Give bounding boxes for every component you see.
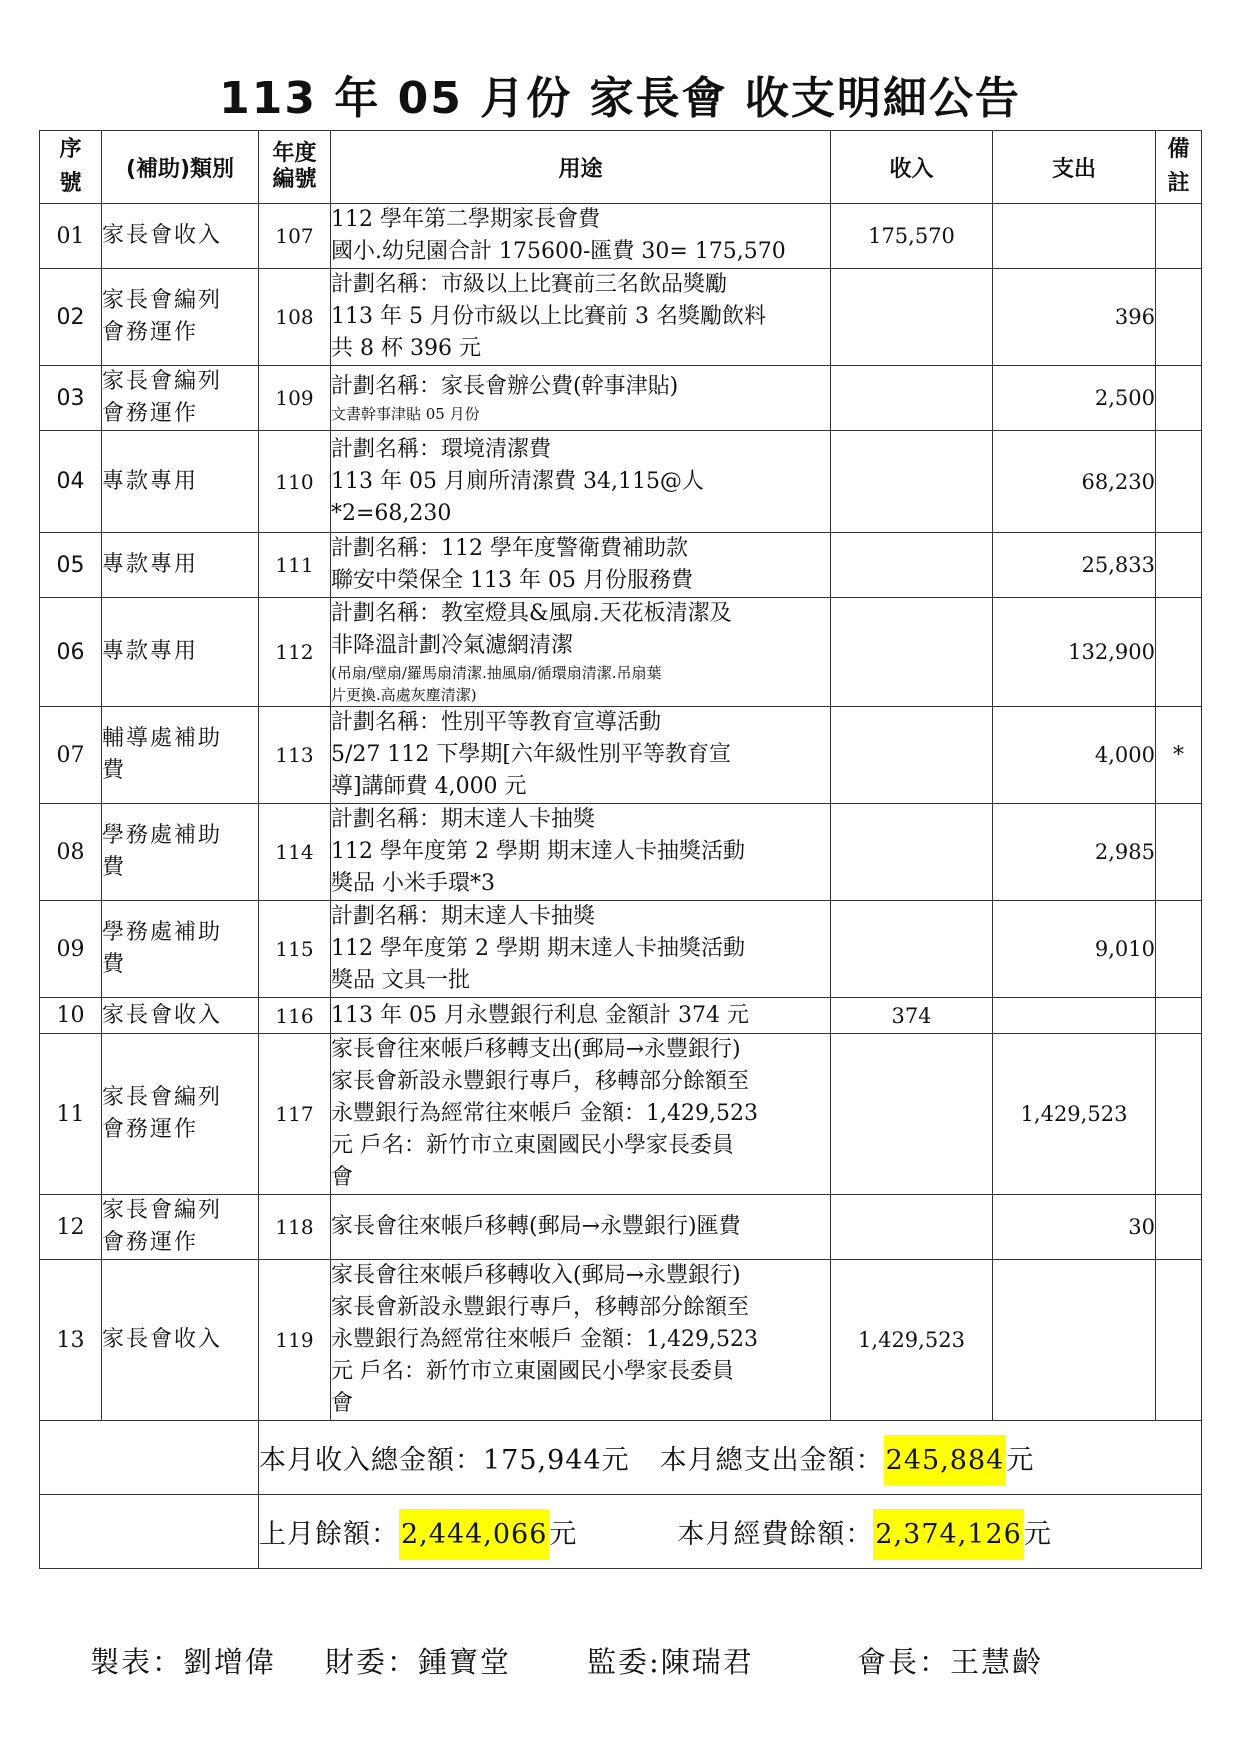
row-seq: 08 bbox=[40, 804, 102, 901]
row-income: 175,570 bbox=[831, 204, 993, 269]
row-seq: 06 bbox=[40, 598, 102, 707]
row-usage bbox=[331, 204, 831, 269]
maker-signature: 製表：劉增偉 bbox=[90, 1645, 277, 1679]
category-line: 專款專用 bbox=[102, 552, 199, 577]
summary-blank bbox=[40, 1421, 259, 1495]
row-note bbox=[1156, 1260, 1202, 1421]
usage-line: 計劃名稱：112 學年度警衛費補助款 bbox=[331, 536, 688, 561]
category-line: 家長會編列 bbox=[102, 369, 223, 394]
expense-total-value: 245,884 bbox=[884, 1435, 1007, 1486]
row-expense: 9,010 bbox=[993, 901, 1156, 998]
category-line: 輔導處補助 bbox=[102, 726, 223, 751]
usage-line: 會 bbox=[331, 1391, 354, 1416]
row-expense: 30 bbox=[993, 1195, 1156, 1260]
row-expense: 2,985 bbox=[993, 804, 1156, 901]
row-seq: 11 bbox=[40, 1034, 102, 1195]
table-row bbox=[40, 804, 1202, 901]
usage-line: 112 學年度第 2 學期 期末達人卡抽獎活動 bbox=[331, 839, 745, 864]
row-income bbox=[831, 598, 993, 707]
row-category bbox=[102, 1260, 259, 1421]
row-year-no: 113 bbox=[259, 707, 331, 804]
row-year-no: 117 bbox=[259, 1034, 331, 1195]
header-note: 備 註 bbox=[1156, 131, 1202, 204]
category-line: 專款專用 bbox=[102, 639, 199, 664]
income-total-unit: 元 bbox=[601, 1445, 630, 1476]
usage-line: 家長會往來帳戶移轉支出(郵局→永豐銀行) bbox=[331, 1037, 741, 1062]
table-row bbox=[40, 598, 1202, 707]
category-line: 會務運作 bbox=[102, 1117, 199, 1142]
table-row bbox=[40, 1195, 1202, 1260]
row-usage bbox=[331, 998, 831, 1034]
row-usage bbox=[331, 366, 831, 431]
supervisor-signature: 監委:陳瑞君 bbox=[587, 1645, 754, 1679]
row-year-no: 108 bbox=[259, 269, 331, 366]
row-income bbox=[831, 431, 993, 533]
usage-line: 計劃名稱：性別平等教育宣導活動 bbox=[331, 710, 662, 735]
row-expense: 1,429,523 bbox=[993, 1034, 1156, 1195]
row-income bbox=[831, 1034, 993, 1195]
row-expense bbox=[993, 998, 1156, 1034]
header-usage: 用途 bbox=[331, 131, 831, 204]
row-note bbox=[1156, 804, 1202, 901]
usage-line: 計劃名稱：家長會辦公費(幹事津貼) bbox=[331, 374, 679, 399]
table-row bbox=[40, 1034, 1202, 1195]
category-line: 家長會收入 bbox=[102, 1327, 223, 1352]
usage-line: 非降溫計劃冷氣濾網清潔 bbox=[331, 633, 574, 658]
row-note bbox=[1156, 366, 1202, 431]
row-usage bbox=[331, 1034, 831, 1195]
usage-line: 5/27 112 下學期[六年級性別平等教育宣 bbox=[331, 742, 731, 767]
row-note bbox=[1156, 533, 1202, 598]
expense-total-unit: 元 bbox=[1006, 1445, 1035, 1476]
usage-line: 家長會往來帳戶移轉收入(郵局→永豐銀行) bbox=[331, 1263, 741, 1288]
category-line: 費 bbox=[102, 952, 127, 977]
row-note bbox=[1156, 1195, 1202, 1260]
usage-line: 家長會新設永豐銀行專戶，移轉部分餘額至 bbox=[331, 1295, 750, 1320]
usage-line: 家長會往來帳戶移轉(郵局→永豐銀行)匯費 bbox=[331, 1214, 741, 1239]
row-expense: 68,230 bbox=[993, 431, 1156, 533]
usage-line: 112 學年第二學期家長會費 bbox=[331, 207, 600, 232]
usage-line: 113 年 05 月永豐銀行利息 金額計 374 元 bbox=[331, 1002, 749, 1028]
row-usage bbox=[331, 1195, 831, 1260]
category-line: 會務運作 bbox=[102, 1230, 199, 1255]
usage-line: 元 戶名：新竹市立東園國民小學家長委員 bbox=[331, 1359, 734, 1384]
category-line: 費 bbox=[102, 855, 127, 880]
usage-line: 家長會新設永豐銀行專戶，移轉部分餘額至 bbox=[331, 1069, 750, 1094]
row-category bbox=[102, 598, 259, 707]
row-usage bbox=[331, 431, 831, 533]
row-note bbox=[1156, 598, 1202, 707]
expense-total-label: 本月總支出金額： bbox=[659, 1445, 884, 1476]
category-line: 專款專用 bbox=[102, 468, 199, 494]
category-line: 家長會編列 bbox=[102, 1085, 223, 1110]
usage-line: 聯安中榮保全 113 年 05 月份服務費 bbox=[331, 568, 693, 593]
usage-line: *2=68,230 bbox=[331, 500, 452, 526]
row-income bbox=[831, 533, 993, 598]
usage-line: 文書幹事津貼 05 月份 bbox=[331, 405, 480, 423]
usage-line: 計劃名稱：市級以上比賽前三名飲品獎勵 bbox=[331, 272, 728, 297]
income-total-label: 本月收入總金額： bbox=[259, 1445, 483, 1476]
row-expense: 4,000 bbox=[993, 707, 1156, 804]
row-year-no: 107 bbox=[259, 204, 331, 269]
row-note bbox=[1156, 204, 1202, 269]
category-line: 會務運作 bbox=[102, 401, 199, 426]
ledger-body bbox=[40, 204, 1202, 1421]
prev-balance-value: 2,444,066 bbox=[399, 1509, 549, 1560]
usage-line: 會 bbox=[331, 1165, 354, 1190]
usage-line: 113 年 5 月份市級以上比賽前 3 名獎勵飲料 bbox=[331, 304, 766, 329]
row-year-no: 111 bbox=[259, 533, 331, 598]
category-line: 學務處補助 bbox=[102, 823, 223, 848]
row-expense: 396 bbox=[993, 269, 1156, 366]
category-line: 會務運作 bbox=[102, 320, 199, 345]
row-year-no: 119 bbox=[259, 1260, 331, 1421]
table-row bbox=[40, 707, 1202, 804]
summary-blank bbox=[40, 1495, 259, 1569]
finance-signature: 財委：鍾寶堂 bbox=[325, 1645, 512, 1679]
usage-line: 永豐銀行為經常往來帳戶 金額：1,429,523 bbox=[331, 1101, 758, 1126]
balance-unit: 元 bbox=[1023, 1519, 1052, 1550]
row-note bbox=[1156, 998, 1202, 1034]
category-line: 家長會收入 bbox=[102, 223, 223, 248]
chair-signature: 會長：王慧齡 bbox=[857, 1645, 1044, 1679]
row-seq: 01 bbox=[40, 204, 102, 269]
row-category bbox=[102, 533, 259, 598]
table-row bbox=[40, 366, 1202, 431]
row-year-no: 116 bbox=[259, 998, 331, 1034]
summary-row-balance bbox=[40, 1495, 1202, 1569]
row-note: * bbox=[1156, 707, 1202, 804]
usage-line: 計劃名稱：教室燈具&風扇.天花板清潔及 bbox=[331, 601, 732, 626]
signature-footer bbox=[90, 1640, 1043, 1681]
row-usage bbox=[331, 1260, 831, 1421]
row-year-no: 115 bbox=[259, 901, 331, 998]
row-income: 1,429,523 bbox=[831, 1260, 993, 1421]
row-category bbox=[102, 901, 259, 998]
row-usage bbox=[331, 598, 831, 707]
category-line: 家長會編列 bbox=[102, 1198, 223, 1223]
summary-balance bbox=[259, 1495, 1202, 1569]
ledger-table bbox=[39, 130, 1202, 1569]
row-year-no: 118 bbox=[259, 1195, 331, 1260]
table-row bbox=[40, 901, 1202, 998]
usage-line: 獎品 文具一批 bbox=[331, 968, 470, 993]
header-row bbox=[40, 131, 1202, 204]
income-total-value: 175,944 bbox=[483, 1445, 602, 1476]
table-row bbox=[40, 204, 1202, 269]
usage-line: 片更換.高處灰塵清潔) bbox=[331, 686, 477, 704]
row-expense: 2,500 bbox=[993, 366, 1156, 431]
usage-line: 計劃名稱：期末達人卡抽獎 bbox=[331, 904, 596, 929]
row-note bbox=[1156, 269, 1202, 366]
table-row bbox=[40, 1260, 1202, 1421]
row-year-no: 114 bbox=[259, 804, 331, 901]
row-expense bbox=[993, 204, 1156, 269]
row-expense bbox=[993, 1260, 1156, 1421]
header-income: 收入 bbox=[831, 131, 993, 204]
usage-line: 導]講師費 4,000 元 bbox=[331, 774, 527, 799]
row-category bbox=[102, 1195, 259, 1260]
row-income bbox=[831, 269, 993, 366]
row-seq: 12 bbox=[40, 1195, 102, 1260]
row-year-no: 110 bbox=[259, 431, 331, 533]
usage-line: 113 年 05 月廁所清潔費 34,115@人 bbox=[331, 468, 704, 494]
row-income bbox=[831, 707, 993, 804]
table-row bbox=[40, 533, 1202, 598]
prev-balance-label: 上月餘額： bbox=[259, 1519, 399, 1550]
page-title: 113 年 05 月份 家長會 收支明細公告 bbox=[219, 73, 1021, 124]
table-row bbox=[40, 431, 1202, 533]
row-expense: 132,900 bbox=[993, 598, 1156, 707]
row-note bbox=[1156, 1034, 1202, 1195]
row-income bbox=[831, 901, 993, 998]
row-income: 374 bbox=[831, 998, 993, 1034]
usage-line: 元 戶名：新竹市立東園國民小學家長委員 bbox=[331, 1133, 734, 1158]
row-income bbox=[831, 804, 993, 901]
row-income bbox=[831, 366, 993, 431]
category-line: 家長會編列 bbox=[102, 288, 223, 313]
row-year-no: 109 bbox=[259, 366, 331, 431]
balance-value: 2,374,126 bbox=[873, 1509, 1023, 1560]
row-note bbox=[1156, 901, 1202, 998]
row-category bbox=[102, 707, 259, 804]
table-row bbox=[40, 269, 1202, 366]
row-seq: 04 bbox=[40, 431, 102, 533]
row-income bbox=[831, 1195, 993, 1260]
row-usage bbox=[331, 901, 831, 998]
header-year-no: 年度 編號 bbox=[259, 131, 331, 204]
row-seq: 13 bbox=[40, 1260, 102, 1421]
row-category bbox=[102, 804, 259, 901]
row-category bbox=[102, 998, 259, 1034]
header-expense: 支出 bbox=[993, 131, 1156, 204]
row-category bbox=[102, 431, 259, 533]
usage-line: 共 8 杯 396 元 bbox=[331, 336, 481, 361]
usage-line: 112 學年度第 2 學期 期末達人卡抽獎活動 bbox=[331, 936, 745, 961]
row-category bbox=[102, 366, 259, 431]
row-note bbox=[1156, 431, 1202, 533]
usage-line: 獎品 小米手環*3 bbox=[331, 871, 495, 896]
summary-row-totals bbox=[40, 1421, 1202, 1495]
row-usage bbox=[331, 269, 831, 366]
row-expense: 25,833 bbox=[993, 533, 1156, 598]
usage-line: 國小.幼兒園合計 175600-匯費 30= 175,570 bbox=[331, 239, 786, 264]
usage-line: 永豐銀行為經常往來帳戶 金額：1,429,523 bbox=[331, 1327, 758, 1352]
row-category bbox=[102, 269, 259, 366]
row-usage bbox=[331, 804, 831, 901]
row-seq: 07 bbox=[40, 707, 102, 804]
row-usage bbox=[331, 533, 831, 598]
row-category bbox=[102, 204, 259, 269]
usage-line: 計劃名稱：環境清潔費 bbox=[331, 436, 552, 462]
usage-line: 計劃名稱：期末達人卡抽獎 bbox=[331, 807, 596, 832]
row-seq: 02 bbox=[40, 269, 102, 366]
row-seq: 09 bbox=[40, 901, 102, 998]
table-row bbox=[40, 998, 1202, 1034]
header-category: (補助)類別 bbox=[102, 131, 259, 204]
usage-line: (吊扇/壁扇/羅馬扇清潔.抽風扇/循環扇清潔.吊扇葉 bbox=[331, 664, 662, 682]
row-seq: 05 bbox=[40, 533, 102, 598]
prev-balance-unit: 元 bbox=[549, 1519, 578, 1550]
row-seq: 03 bbox=[40, 366, 102, 431]
category-line: 費 bbox=[102, 758, 127, 783]
category-line: 家長會收入 bbox=[102, 1002, 223, 1028]
header-seq: 序 號 bbox=[40, 131, 102, 204]
balance-label: 本月經費餘額： bbox=[677, 1519, 874, 1550]
row-year-no: 112 bbox=[259, 598, 331, 707]
summary-totals bbox=[259, 1421, 1202, 1495]
row-category bbox=[102, 1034, 259, 1195]
row-seq: 10 bbox=[40, 998, 102, 1034]
row-usage bbox=[331, 707, 831, 804]
category-line: 學務處補助 bbox=[102, 920, 223, 945]
